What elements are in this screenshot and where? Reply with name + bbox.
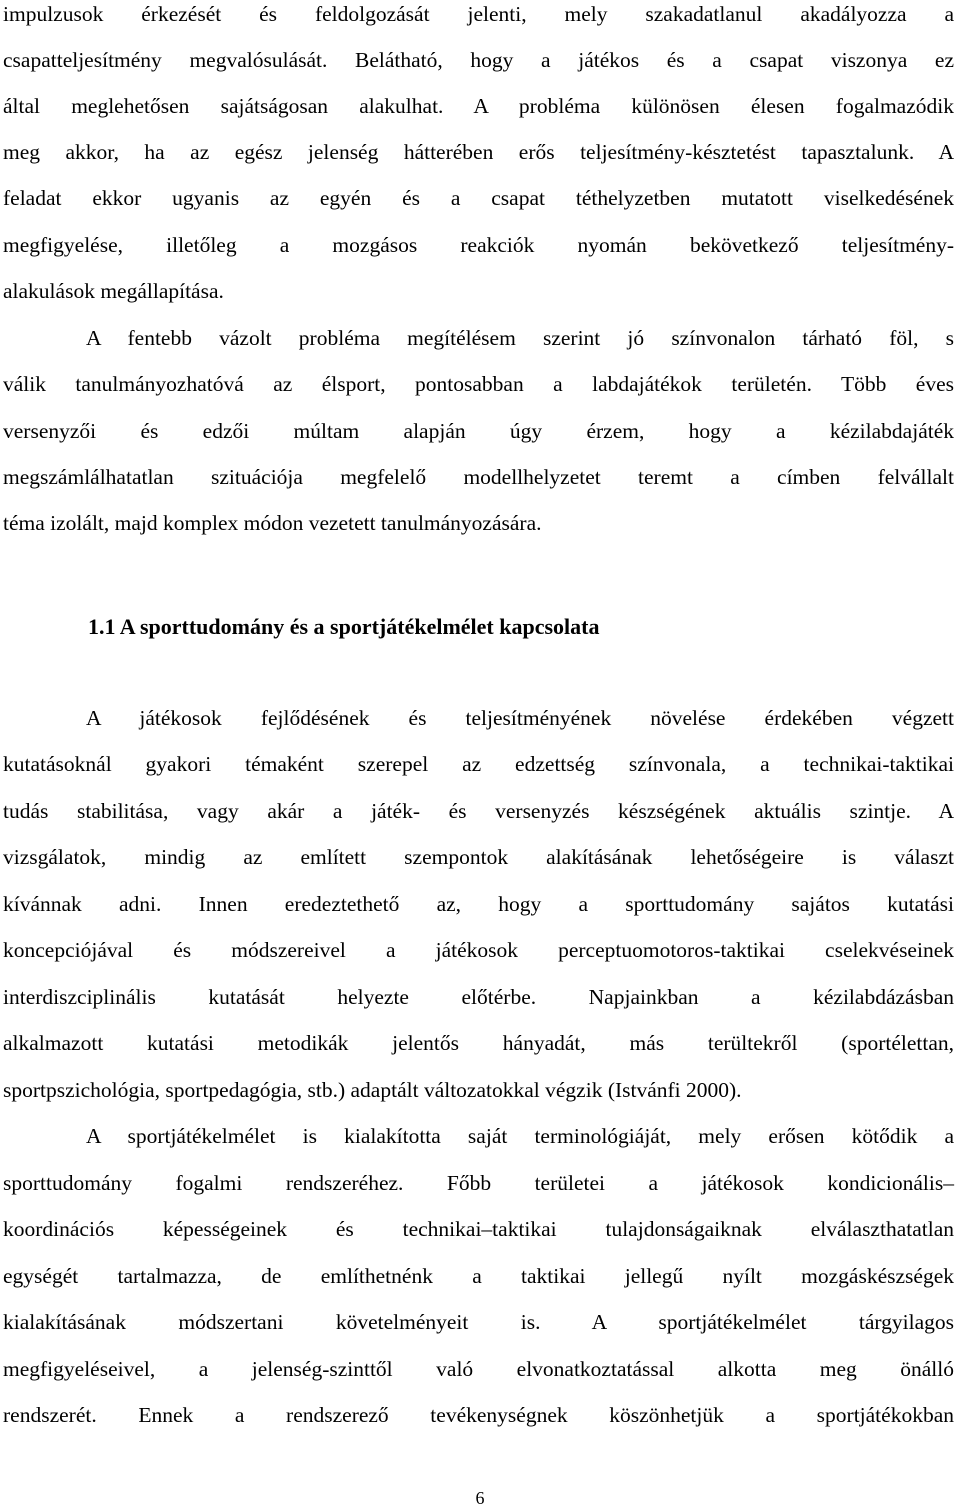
text-line: kutatásoknál gyakori témaként szerepel az edzettség színvonala, a technikai-taktikai — [3, 752, 954, 776]
text-line: megfigyelése, illetőleg a mozgásos reakciók nyomán bekövetkező teljesítmény- — [3, 233, 954, 257]
text-line: sportpszichológia, sportpedagógia, stb.) adaptált változatokkal végzik (Istvánfi 2000). — [3, 1078, 742, 1102]
text-line: sporttudomány fogalmi rendszeréhez. Főbb területei a játékosok kondicionális– — [3, 1171, 954, 1195]
text-line: impulzusok érkezését és feldolgozását jelenti, mely szakadatlanul akadályozza a — [3, 2, 954, 26]
text-line: válik tanulmányozhatóvá az élsport, pontosabban a labdajátékok területén. Több éves — [3, 372, 954, 396]
text-line: interdiszciplinális kutatását helyezte előtérbe. Napjainkban a kézilabdázásban — [3, 985, 954, 1009]
text-line: csapatteljesítmény megvalósulását. Belátható, hogy a játékos és a csapat viszonya ez — [3, 48, 954, 72]
text-line: koordinációs képességeinek és technikai–taktikai tulajdonságaiknak elválaszthatatlan — [3, 1217, 954, 1241]
text-line: A játékosok fejlődésének és teljesítményének növelése érdekében végzett — [86, 706, 954, 730]
page-number: 6 — [475, 1488, 485, 1508]
text-line: alakulások megállapítása. — [3, 279, 224, 303]
text-line: A fentebb vázolt probléma megítélésem szerint jó színvonalon tárható föl, s — [86, 326, 954, 350]
text-line: rendszerét. Ennek a rendszerező tevékenységnek köszönhetjük a sportjátékokban — [3, 1403, 954, 1427]
text-line: kialakításának módszertani követelményeit is. A sportjátékelmélet tárgyilagos — [3, 1310, 954, 1334]
text-line: vizsgálatok, mindig az említett szempontok alakításának lehetőségeire is választ — [3, 845, 954, 869]
text-line: kívánnak adni. Innen eredeztethető az, hogy a sporttudomány sajátos kutatási — [3, 892, 954, 916]
text-line: alkalmazott kutatási metodikák jelentős hányadát, más terültekről (sportélettan, — [3, 1031, 954, 1055]
section-heading: 1.1 A sporttudomány és a sportjátékelmélet kapcsolata — [88, 614, 600, 639]
text-line: megfigyeléseivel, a jelenség-szinttől való elvonatkoztatással alkotta meg önálló — [3, 1357, 954, 1381]
text-line: téma izolált, majd komplex módon vezetett tanulmányozására. — [3, 511, 542, 535]
text-line: által meglehetősen sajátságosan alakulhat. A probléma különösen élesen fogalmazódik — [3, 94, 954, 118]
text-line: versenyzői és edzői múltam alapján úgy érzem, hogy a kézilabdajáték — [3, 419, 954, 443]
text-line: feladat ekkor ugyanis az egyén és a csapat téthelyzetben mutatott viselkedésének — [3, 186, 954, 210]
text-line: koncepciójával és módszereivel a játékosok perceptuomotoros-taktikai cselekvéseinek — [3, 938, 954, 962]
text-line: meg akkor, ha az egész jelenség hátterében erős teljesítmény-késztetést tapasztalunk. A — [3, 140, 954, 164]
text-line: megszámlálhatatlan szituációja megfelelő modellhelyzetet teremt a címben felvállalt — [3, 465, 954, 489]
text-line: egységét tartalmazza, de említhetnénk a taktikai jellegű nyílt mozgáskészségek — [3, 1264, 954, 1288]
text-line: A sportjátékelmélet is kialakította saját terminológiáját, mely erősen kötődik a — [86, 1124, 954, 1148]
text-line: tudás stabilitása, vagy akár a játék- és versenyzés készségének aktuális szintje. A — [3, 799, 954, 823]
